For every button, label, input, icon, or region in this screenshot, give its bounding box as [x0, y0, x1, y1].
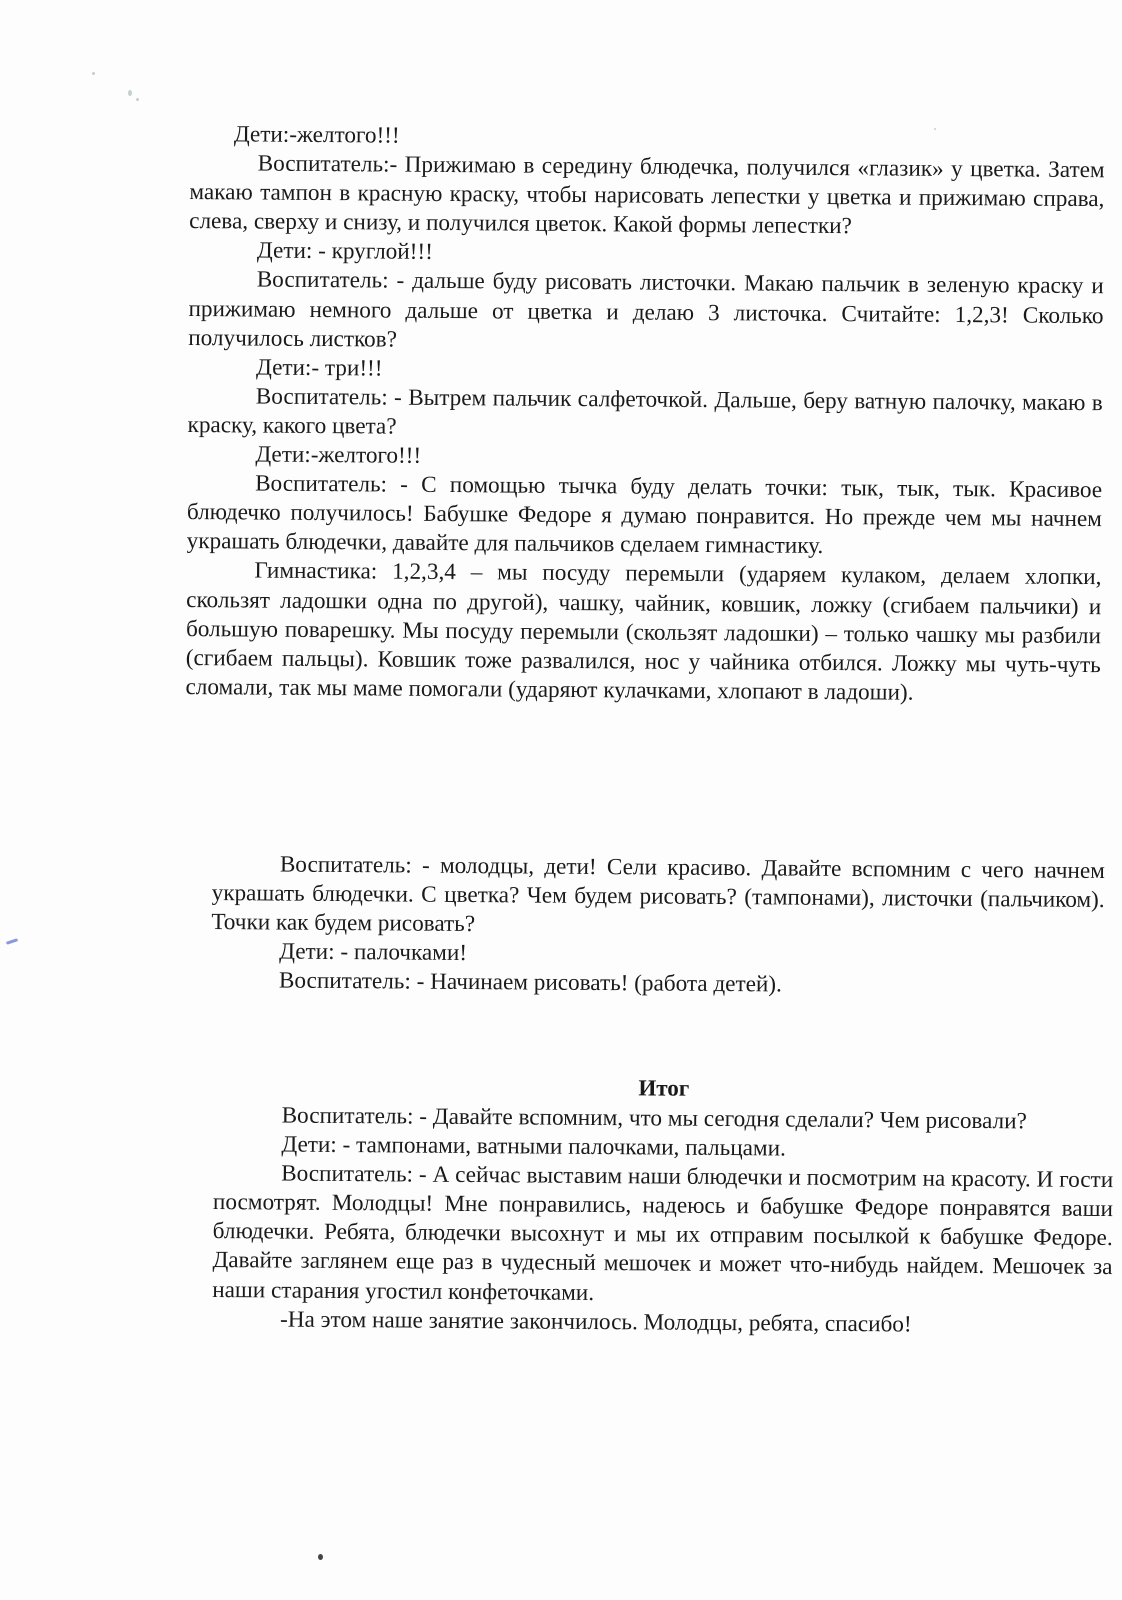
scan-speck	[128, 90, 132, 96]
scan-speck	[136, 98, 139, 101]
paragraph-teacher-1: Воспитатель:- Прижимаю в середину блюдечка, получился «глазик» у цветка. Затем макаю тампон в красную краску, чтобы нарисовать лепестки у цветка и прижимаю справа, слева, сверху и снизу, и получился цветок. Какой формы лепестки?	[189, 150, 1105, 240]
paragraph-teacher-8: Воспитатель: - А сейчас выставим наши блюдечки и посмотрим на красоту. И гости посмотрят. Молодцы! Мне понравились, надеюсь и бабушке Федоре понравятся ваши блюдечки. Ребята, блюдечки высохнут и мы их отправим посылкой к бабушке Федоре. Давайте заглянем еще раз в чудесный мешочек и может что-нибудь найдем. Мешочек за наши старания угостил конфеточками.	[212, 1160, 1114, 1306]
dialogue-section-1	[185, 120, 1105, 709]
dialogue-section-2	[211, 850, 1105, 1002]
summary-section	[212, 1070, 1114, 1341]
paragraph-teacher-7: Воспитатель: - Давайте вспомним, что мы сегодня сделали? Чем рисовали?	[281, 1102, 1027, 1135]
paragraph-children-4: Дети:-желтого!!!	[255, 441, 422, 469]
paragraph-teacher-6: Воспитатель: - Начинаем рисовать! (работа детей).	[278, 967, 782, 998]
paragraph-children-5: Дети: - палочками!	[279, 938, 468, 967]
summary-heading: Итог	[638, 1075, 690, 1101]
paragraph-children-2: Дети: - круглой!!!	[256, 237, 433, 266]
scan-dot	[318, 1554, 323, 1560]
paragraph-gymnastics: Гимнастика: 1,2,3,4 – мы посуду перемыли (ударяем кулаком, делаем хлопки, скользят ладошки одна по другой), чашку, чайник, ковшик, ложку (сгибаем пальчики) и большую поварешку. Мы посуду перемыли (скользят ладошки) – только чашку мы разбили (сгибаем пальцы). Ковшик тоже развалился, нос у чайника отбился. Ложку мы чуть-чуть сломали, так мы маме помогали (ударяют кулачками, хлопают в ладоши).	[185, 557, 1102, 706]
paragraph-teacher-3: Воспитатель: - Вытрем пальчик салфеточкой. Дальше, беру ватную палочку, макаю в краску, какого цвета?	[187, 383, 1103, 440]
paragraph-closing: -На этом наше занятие закончилось. Молодцы, ребята, спасибо!	[279, 1306, 912, 1338]
paragraph-teacher-2: Воспитатель: - дальше буду рисовать листочки. Макаю пальчик в зеленую краску и прижимаю немного дальше от цветка и делаю 3 листочка. Считайте: 1,2,3! Сколько получилось листков?	[188, 266, 1104, 353]
paragraph-children-3: Дети:- три!!!	[255, 354, 383, 382]
paragraph-teacher-5: Воспитатель: - молодцы, дети! Сели красиво. Давайте вспомним с чего начнем украшать блюдечки. С цветка? Чем будем рисовать? (тампонами), листочки (пальчиком). Точки как будем рисовать?	[211, 851, 1105, 938]
paragraph-children-1: Дети:-желтого!!!	[233, 121, 400, 149]
paragraph-teacher-4: Воспитатель: - С помощью тычка буду делать точки: тык, тык, тык. Красивое блюдечко получилось! Бабушке Федоре я думаю понравится. Но прежде чем мы начнем украшать блюдечки, давайте для пальчиков сделаем гимнастику.	[186, 470, 1103, 560]
scan-speck	[92, 72, 95, 75]
paragraph-children-6: Дети: - тампонами, ватными палочками, пальцами.	[281, 1131, 786, 1162]
scan-ink-mark	[6, 938, 18, 945]
